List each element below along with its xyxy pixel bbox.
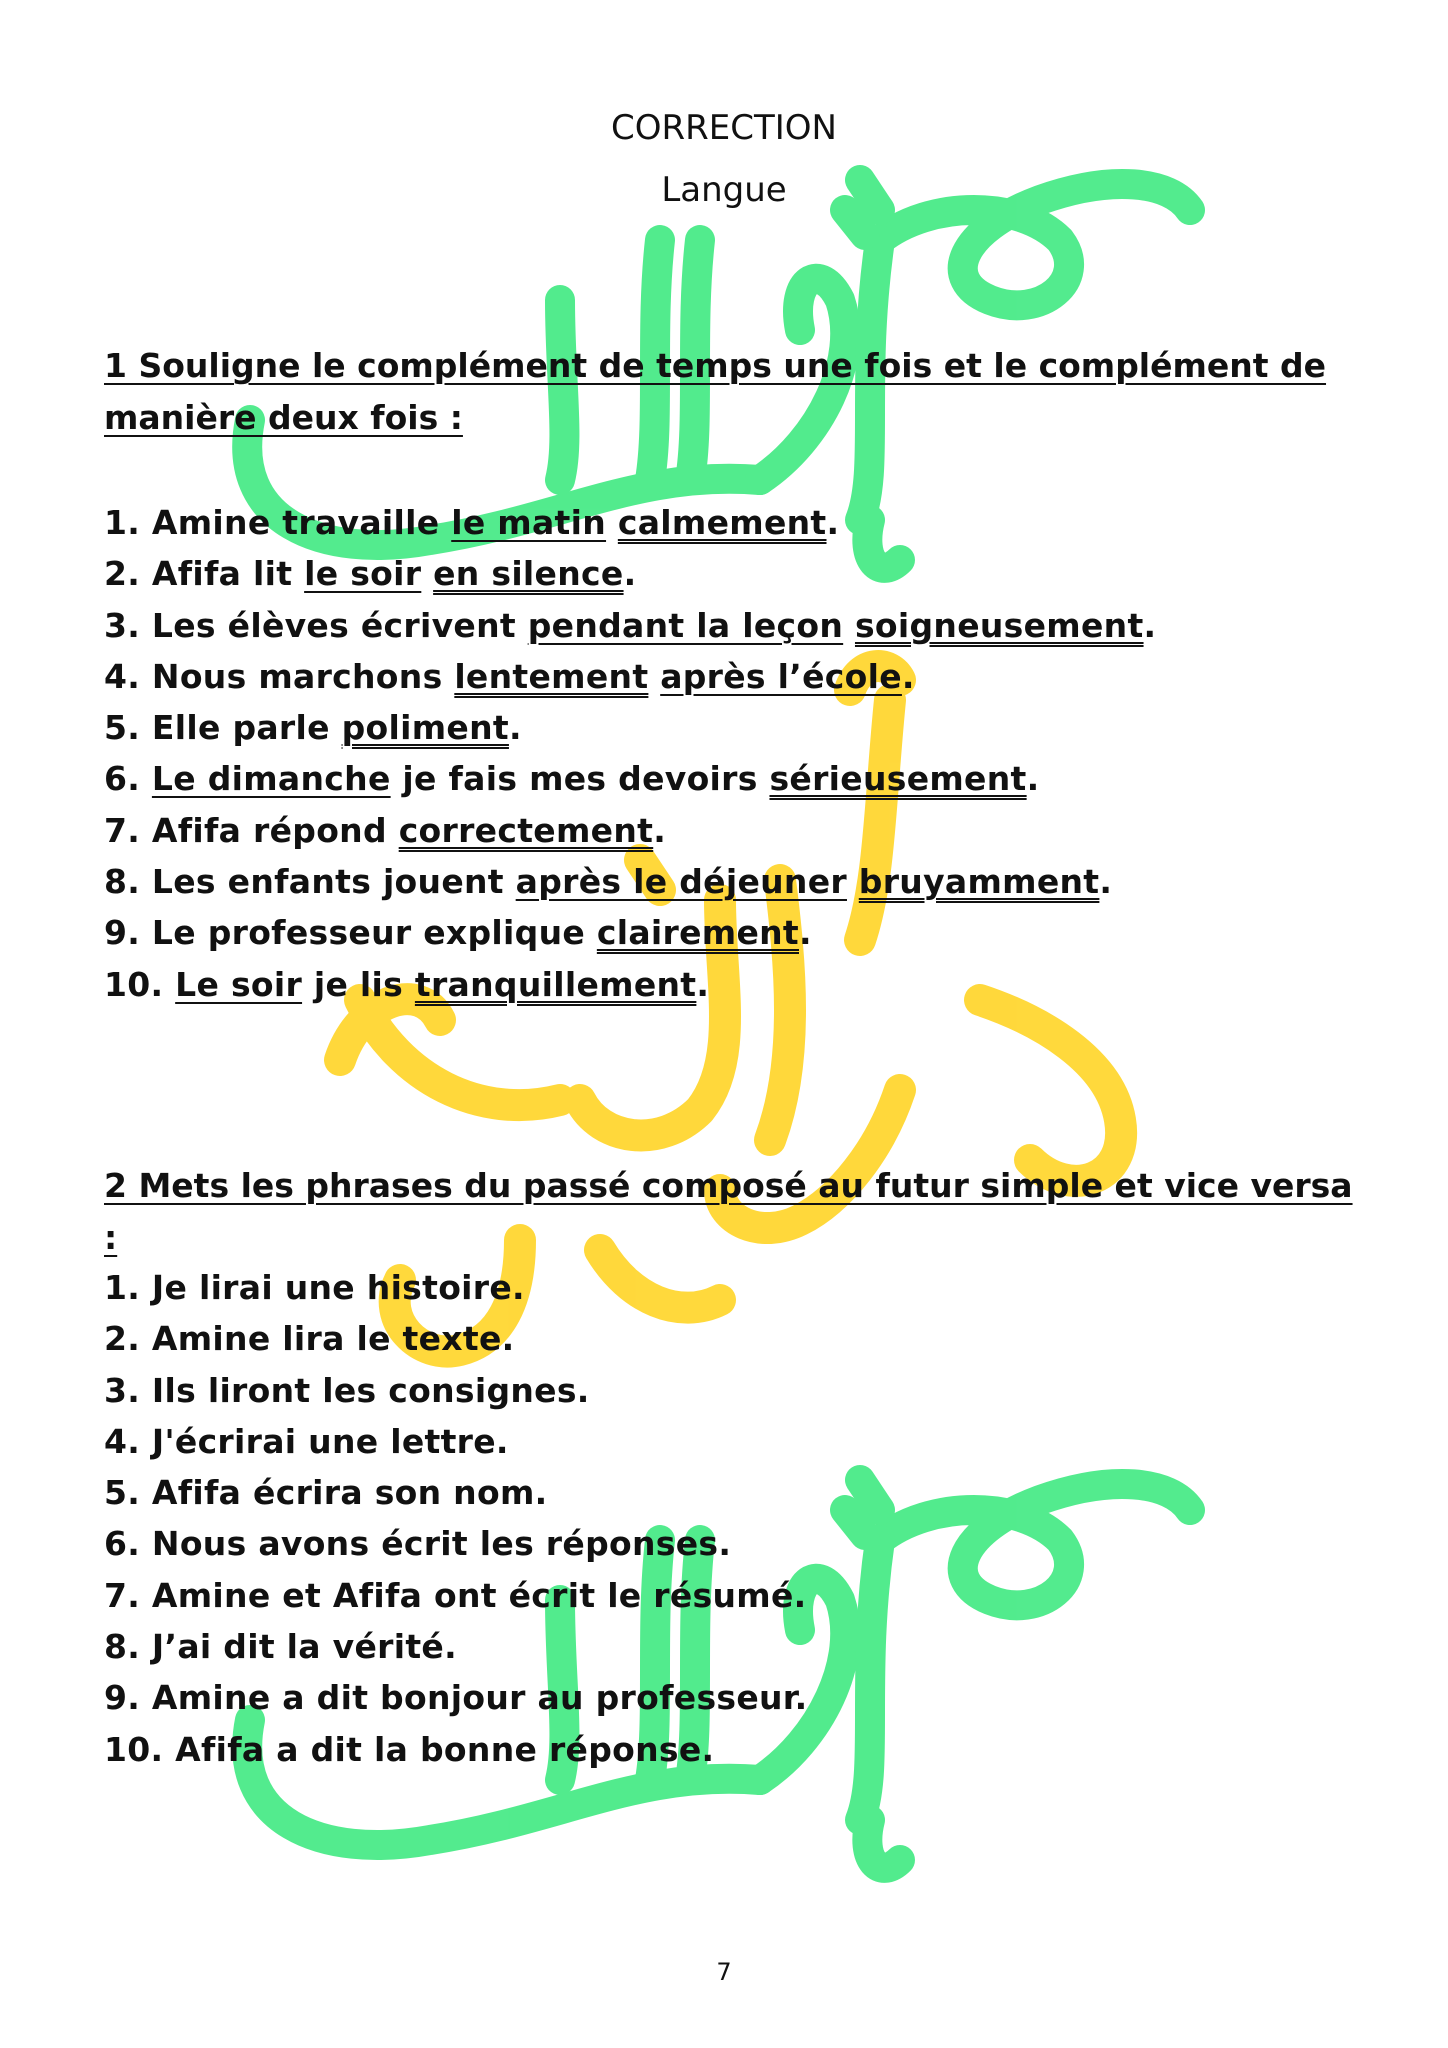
sentence-text: . bbox=[623, 554, 637, 594]
sentence-text bbox=[606, 503, 618, 542]
sentence-text: . bbox=[1099, 862, 1113, 902]
complement-de-temps: après l’école bbox=[660, 656, 902, 696]
sentence-text bbox=[847, 862, 859, 901]
exercise1-heading-text: 1 Souligne le complément de temps une fois et le complément de manière deux fois : bbox=[104, 346, 1327, 437]
complement-de-temps: Le dimanche bbox=[151, 759, 391, 799]
complement-de-maniere: tranquillement bbox=[414, 964, 697, 1004]
complement-de-temps: pendant la leçon bbox=[527, 605, 844, 645]
item-number: 7. bbox=[104, 1575, 141, 1615]
exercise1-item bbox=[104, 651, 1354, 702]
complement-de-maniere: lentement bbox=[454, 656, 649, 696]
sentence-text: Elle parle bbox=[151, 708, 342, 748]
exercise1-heading bbox=[104, 340, 1354, 444]
item-number: 8. bbox=[104, 1627, 141, 1667]
sentence-text: Je lirai une histoire. bbox=[151, 1268, 525, 1307]
item-number: 2. bbox=[104, 1319, 141, 1359]
sentence-text bbox=[843, 606, 855, 645]
sentence-text: Nous avons écrit les réponses. bbox=[151, 1524, 732, 1564]
exercise2-item bbox=[104, 1467, 1354, 1518]
item-number: 5. bbox=[104, 708, 141, 748]
complement-de-maniere: sérieusement bbox=[769, 759, 1027, 799]
sentence-text: Afifa lit bbox=[151, 554, 305, 594]
exercise2-item bbox=[104, 1570, 1354, 1621]
sentence-text: Les élèves écrivent bbox=[151, 605, 528, 645]
exercise2-item bbox=[104, 1518, 1354, 1569]
sentence-text: je lis bbox=[302, 964, 415, 1004]
sentence-text: Afifa écrira son nom. bbox=[151, 1473, 548, 1513]
sentence-text: Afifa a dit la bonne réponse. bbox=[175, 1729, 715, 1769]
exercise2-list bbox=[104, 1262, 1354, 1775]
complement-de-temps: le matin bbox=[451, 503, 607, 542]
exercise1-list bbox=[104, 497, 1354, 1010]
item-number: 9. bbox=[104, 913, 141, 953]
sentence-text: Ils liront les consignes. bbox=[151, 1370, 590, 1410]
sentence-text: . bbox=[1026, 759, 1040, 799]
exercise1-item bbox=[104, 600, 1354, 651]
item-number: 6. bbox=[104, 1524, 141, 1564]
exercise1-item bbox=[104, 856, 1354, 907]
complement-de-maniere: bruyamment bbox=[858, 862, 1100, 902]
sentence-text: . bbox=[508, 708, 522, 748]
item-number: 3. bbox=[104, 1370, 141, 1410]
sentence-text: Amine et Afifa ont écrit le résumé. bbox=[151, 1575, 807, 1615]
item-number: 9. bbox=[104, 1678, 141, 1718]
sentence-text: . bbox=[653, 810, 667, 850]
complement-de-temps: après le déjeuner bbox=[515, 862, 847, 902]
item-number: 10. bbox=[104, 1729, 164, 1769]
exercise2-item bbox=[104, 1262, 1354, 1313]
exercise1-item bbox=[104, 805, 1354, 856]
sentence-text: Amine a dit bonjour au professeur. bbox=[151, 1678, 808, 1718]
sentence-text: Le professeur explique bbox=[151, 913, 597, 953]
sentence-text: Nous marchons bbox=[151, 656, 455, 696]
complement-de-maniere: poliment bbox=[341, 708, 509, 748]
exercise2-item bbox=[104, 1724, 1354, 1775]
item-number: 8. bbox=[104, 862, 141, 902]
sentence-text: Afifa répond bbox=[151, 810, 399, 850]
sentence-text: . bbox=[799, 913, 812, 953]
exercise1-item bbox=[104, 907, 1354, 958]
complement-de-maniere: en silence bbox=[433, 554, 624, 594]
sentence-text: Amine travaille bbox=[151, 503, 452, 542]
sentence-text bbox=[421, 554, 433, 593]
sentence-text: J’ai dit la vérité. bbox=[151, 1627, 457, 1667]
exercise1-item bbox=[104, 548, 1354, 599]
complement-de-maniere: clairement bbox=[596, 913, 799, 953]
item-number: 1. bbox=[104, 503, 141, 542]
item-number: 5. bbox=[104, 1473, 141, 1513]
complement-de-maniere: calmement bbox=[617, 503, 827, 542]
complement-de-temps: Le soir bbox=[175, 964, 303, 1004]
sentence-text: . bbox=[826, 503, 840, 542]
sentence-text: J'écrirai une lettre. bbox=[151, 1421, 509, 1461]
item-number: 7. bbox=[104, 810, 141, 850]
exercise2-item bbox=[104, 1672, 1354, 1723]
item-number: 1. bbox=[104, 1268, 141, 1307]
exercise2-item bbox=[104, 1313, 1354, 1364]
complement-de-maniere: correctement bbox=[398, 810, 654, 850]
exercise2-item bbox=[104, 1365, 1354, 1416]
sentence-text: . bbox=[901, 656, 915, 696]
item-number: 2. bbox=[104, 554, 141, 594]
exercise1-item bbox=[104, 497, 1354, 548]
sentence-text: Les enfants jouent bbox=[151, 862, 516, 902]
exercise1-item bbox=[104, 702, 1354, 753]
sentence-text: . bbox=[696, 964, 710, 1004]
exercise2-item bbox=[104, 1621, 1354, 1672]
exercise1-item bbox=[104, 959, 1354, 1010]
sentence-text: je fais mes devoirs bbox=[390, 759, 770, 799]
item-number: 3. bbox=[104, 605, 141, 645]
complement-de-maniere: soigneusement bbox=[854, 605, 1144, 645]
page-number: 7 bbox=[716, 1958, 732, 1986]
exercise2-item bbox=[104, 1416, 1354, 1467]
exercise2-heading bbox=[104, 1160, 1354, 1264]
sentence-text bbox=[648, 657, 660, 696]
item-number: 10. bbox=[104, 964, 164, 1004]
sentence-text: . bbox=[1143, 605, 1157, 645]
sentence-text: Amine lira le texte. bbox=[151, 1319, 515, 1359]
doc-subtitle: Langue bbox=[661, 170, 787, 210]
doc-title: CORRECTION bbox=[611, 108, 837, 148]
item-number: 4. bbox=[104, 1421, 141, 1461]
item-number: 4. bbox=[104, 656, 141, 696]
exercise1-item bbox=[104, 753, 1354, 804]
item-number: 6. bbox=[104, 759, 141, 799]
complement-de-temps: le soir bbox=[304, 554, 422, 594]
exercise2-heading-text: 2 Mets les phrases du passé composé au futur simple et vice versa : bbox=[104, 1166, 1353, 1257]
